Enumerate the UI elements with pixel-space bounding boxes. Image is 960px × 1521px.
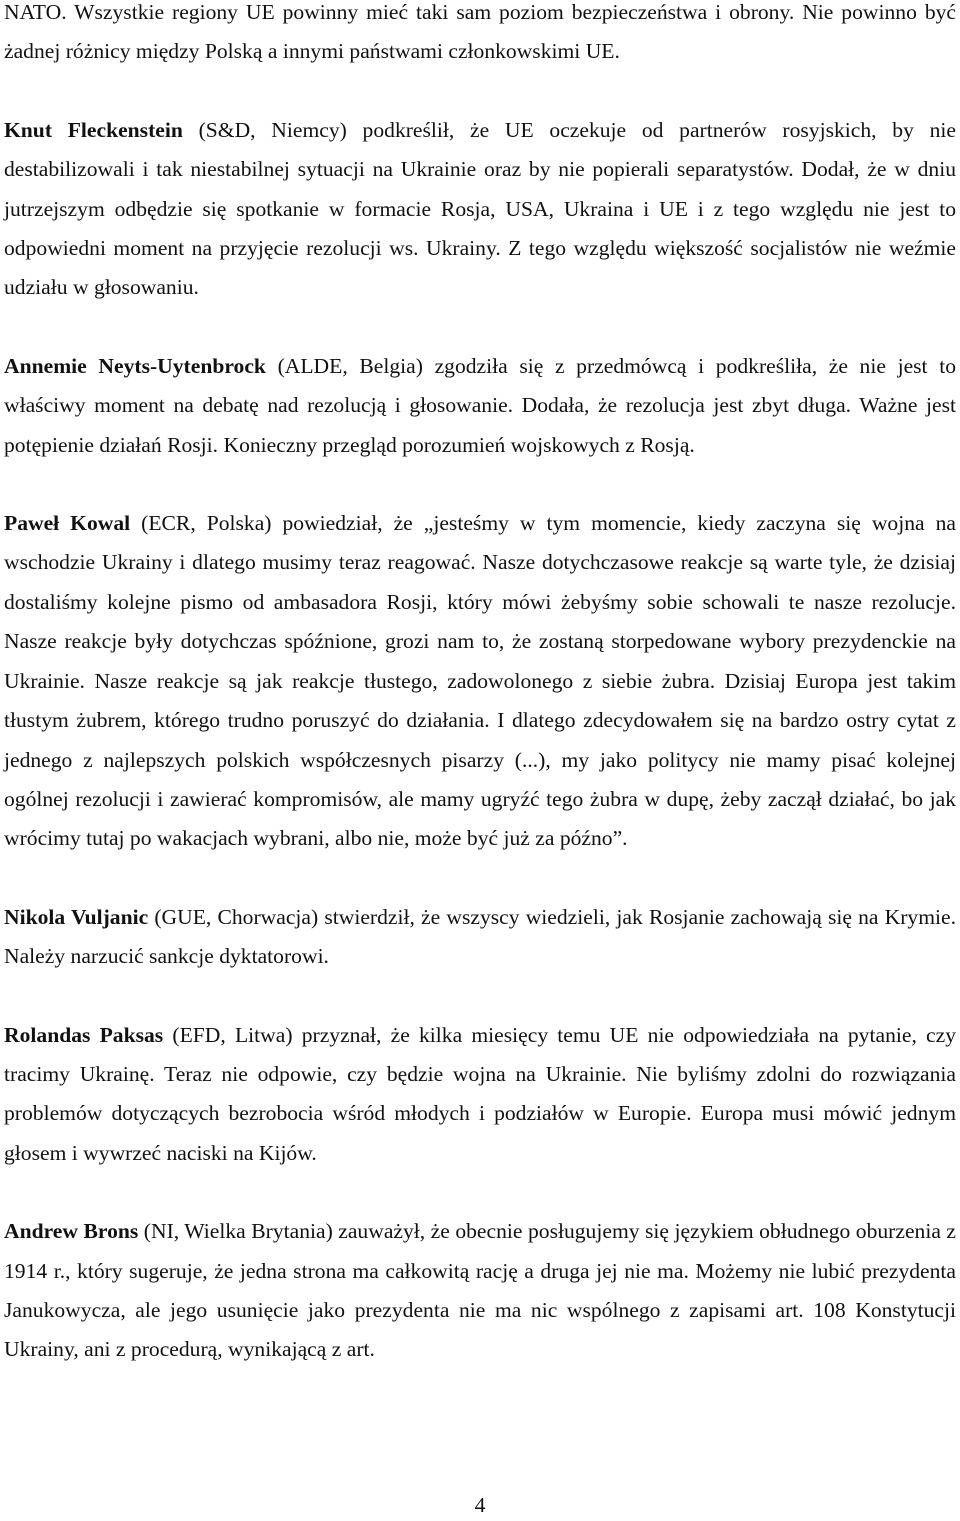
paragraph-text: (GUE, Chorwacja) stwierdził, że wszyscy wiedzieli, jak Rosjanie zachowają się na Krymie. Należy narzucić sankcje dyktatorowi. [4, 904, 957, 969]
document-page [4, 0, 956, 1370]
speaker-name: Annemie Neyts-Uytenbrock [4, 353, 266, 378]
paragraph-text: (EFD, Litwa) przyznał, że kilka miesięcy temu UE nie odpowiedziała na pytanie, czy tracimy Ukrainę. Teraz nie odpowie, czy będzie wojna na Ukrainie. Nie byliśmy zdolni do rozwiązania problemów dotyczących bezrobocia wśród młodych i podziałów w Europie. Europa musi mówić jednym głosem i wywrzeć naciski na Kijów. [4, 1022, 956, 1165]
page-number: 4 [474, 1493, 486, 1517]
paragraph-paksas [4, 1016, 956, 1174]
paragraph-kowal [4, 504, 956, 859]
speaker-name: Paweł Kowal [4, 511, 131, 536]
speaker-name: Knut Fleckenstein [4, 117, 183, 142]
speaker-name: Nikola Vuljanic [4, 904, 149, 929]
speaker-name: Rolandas Paksas [4, 1022, 164, 1047]
paragraph-text: (NI, Wielka Brytania) zauważył, że obecnie posługujemy się językiem obłudnego oburzenia z 1914 r., który sugeruje, że jedna strona ma całkowitą rację a druga jej nie ma. Możemy nie lubić prezydenta Janukowycza, ale jego usunięcie jako prezydenta nie ma nic wspólnego z zapisami art. 108 Konstytucji Ukrainy, ani z procedurą, wynikającą z art. [4, 1219, 956, 1362]
paragraph-text: (ALDE, Belgia) zgodziła się z przedmówcą i podkreśliła, że nie jest to właściwy moment na debatę nad rezolucją i głosowanie. Dodała, że rezolucja jest zbyt długa. Ważne jest potępienie działań Rosji. Konieczny przegląd porozumień wojskowych z Rosją. [4, 353, 956, 457]
paragraph-brons [4, 1212, 956, 1370]
paragraph-text: (ECR, Polska) powiedział, że „jesteśmy w tym momencie, kiedy zaczyna się wojna na wschodzie Ukrainy i dlatego musimy teraz reagować. Nasze dotychczasowe reakcje są warte tyle, że dzisiaj dostaliśmy kolejne pismo od ambasadora Rosji, który mówi żebyśmy sobie schowali te nasze rezolucje. Nasze reakcje były dotychczas spóźnione, grozi nam to, że zostaną storpedowane wybory prezydenckie na Ukrainie. Nasze reakcje są jak reakcje tłustego, zadowolonego z siebie żubra. Dzisiaj Europa jest takim tłustym żubrem, którego trudno poruszyć do działania. I dlatego zdecydowałem się na bardzo ostry cytat z jednego z najlepszych polskich współczesnych pisarzy (...), my jako politycy nie mamy pisać kolejnej ogólnej rezolucji i zawierać kompromisów, ale mamy ugryźć tego żubra w dupę, żeby zaczął działać, bo jak wrócimy tutaj po wakacjach wybrani, albo nie, może być już za późno”. [4, 511, 956, 851]
paragraph-fleckenstein [4, 111, 956, 308]
paragraph-text: NATO. Wszystkie regiony UE powinny mieć taki sam poziom bezpieczeństwa i obrony. Nie powinno być żadnej różnicy między Polską a innymi państwami członkowskimi UE. [4, 0, 956, 64]
paragraph-continuation [4, 0, 956, 72]
paragraph-neyts-uytenbrock [4, 347, 956, 465]
paragraph-text: (S&D, Niemcy) podkreślił, że UE oczekuje od partnerów rosyjskich, by nie destabilizowali i tak niestabilnej sytuacji na Ukrainie oraz by nie popierali separatystów. Dodał, że w dniu jutrzejszym odbędzie się spotkanie w formacie Rosja, USA, Ukraina i UE i z tego względu nie jest to odpowiedni moment na przyjęcie rezolucji ws. Ukrainy. Z tego względu większość socjalistów nie weźmie udziału w głosowaniu. [4, 117, 956, 300]
speaker-name: Andrew Brons [4, 1219, 139, 1244]
paragraph-vuljanic [4, 898, 956, 977]
